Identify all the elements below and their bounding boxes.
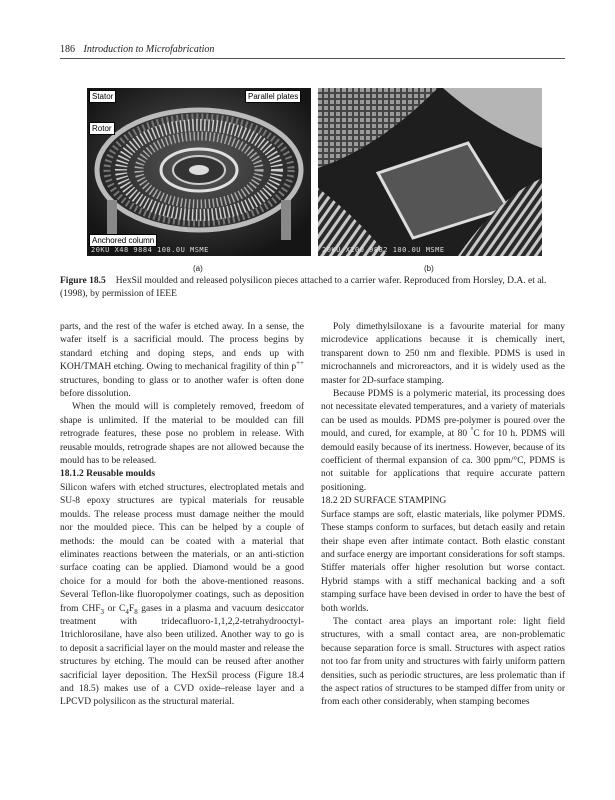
- sem-info-bar-a: 20KU X48 9884 100.0U MSME: [91, 246, 209, 254]
- sub-label-b: (b): [424, 264, 434, 273]
- figure-panel-b: [318, 88, 542, 256]
- running-title: Introduction to Microfabrication: [83, 44, 215, 55]
- figure-caption: [60, 275, 565, 301]
- right-paragraph-3: Surface stamps are soft, elastic materials, like polymer PDMS. These stamps conform to surfaces, but detach easily and retain their shape even after intimate contact. Both elastic constant and surface energy are important considerations for soft stamps. Stiffer materials offer higher resolution but worse contact. Hybrid stamps with a stiff mechanical backing and a soft stamping surface have been devised in order to have the best of both worlds.: [321, 509, 565, 614]
- figure-panel-a: [87, 88, 311, 256]
- header-rule: [60, 58, 565, 59]
- left-paragraph-2: When the mould will is completely removed, freedom of shape is unlimited. If the material to be moulded can fill retrograde features, these pose no problem in release. With reusable moulds, retrograde shapes are not allowed because the mould has to be released.: [60, 402, 304, 467]
- sem-info-bar-b: 20KU X200 9882 100.0U MSME: [322, 246, 445, 254]
- left-paragraph-1: parts, and the rest of the wafer is etched away. In a sense, the wafer itself is a sacrificial mould. The process begins by standard etching and doping steps, and ends up with KOH/TMAH etching. Owing to mechanical fragility of thin p++ structures, bonding to glass or to another wafer is often done before dissolution.: [60, 322, 304, 400]
- stator-label: Stator: [89, 90, 116, 103]
- zoomed-structure-sem-image: [318, 88, 542, 256]
- micromotor-sem-image: [87, 88, 311, 256]
- page-number: 186: [60, 44, 75, 55]
- right-paragraph-2: Because PDMS is a polymeric material, its processing does not necessitate elevated temperatures, and a variety of materials can be used as moulds. PDMS pre-polymer is poured over the mould, and cured, for example, at 80 °C for 10 h. PDMS will demould easily because of its inertness. However, because of its coefficient of thermal expansion of ca. 300 ppm/°C, PDMS is not suitable for applications that require accurate pattern positioning.: [321, 389, 565, 493]
- right-column: [321, 321, 565, 710]
- figure-caption-text: HexSil moulded and released polysilicon pieces attached to a carrier wafer. Reproduced from Horsley, D.A. et al. (1998), by permission of IEEE: [60, 276, 547, 299]
- section-heading: 18.2 2D SURFACE STAMPING: [321, 496, 447, 507]
- left-paragraph-3: Silicon wafers with etched structures, electroplated metals and SU-8 epoxy structures are typical materials for reusable moulds. The release process must damage neither the mould nor the moulded piece. This can be helped by a couple of methods: the mould can be coated with a material that eliminates reactions between the materials, or an anti-stiction surface coating can be applied. Diamond would be a good choice for a mould for both the above-mentioned reasons. Several Teflon-like fluoropolymer coatings, such as deposition from $CHF_3$ or $C_4F_8$ gases in a plasma and vacuum desiccator treatment with tridecafluoro-1,1,2,2-tetrahydrooctyl-1trichlorosilane, have also been utilized. Another way to go is to deposit a sacrificial layer on the mould master and release the structures by etching. The mould can be reused after another sacrificial layer deposition. The HexSil process (Figure 18.4 and 18.5) makes use of a CVD oxide–release layer and a LPCVD polysilicon as the structural material.: [60, 482, 305, 708]
- left-column: [60, 321, 304, 710]
- running-header: [60, 44, 214, 55]
- right-paragraph-4: The contact area plays an important role: light field structures, with a small contact area, are non-problematic because separation force is small. Structures with aspect ratios not too far from unity and structures with fairly uniform pattern densities, such as periodic structures, are less prolematic than if the aspect ratios of structures to be stamped differ from unity or from each other considerably, when stamping becomes: [321, 616, 565, 708]
- figure-caption-label: Figure 18.5: [60, 276, 106, 286]
- rotor-label: Rotor: [89, 122, 115, 135]
- anchored-column-label: Anchored column: [89, 234, 157, 247]
- right-paragraph-1: Poly dimethylsiloxane is a favourite material for many microdevice applications because it is chemically inert, transparent down to 250 nm and flexible. PDMS is used in microchannels and microreactors, and it is widely used as the master for 2D-surface stamping.: [321, 322, 565, 386]
- sub-label-a: (a): [193, 264, 203, 273]
- subsection-heading: 18.1.2 Reusable moulds: [60, 469, 156, 480]
- parallel-plates-label: Parallel plates: [245, 90, 301, 103]
